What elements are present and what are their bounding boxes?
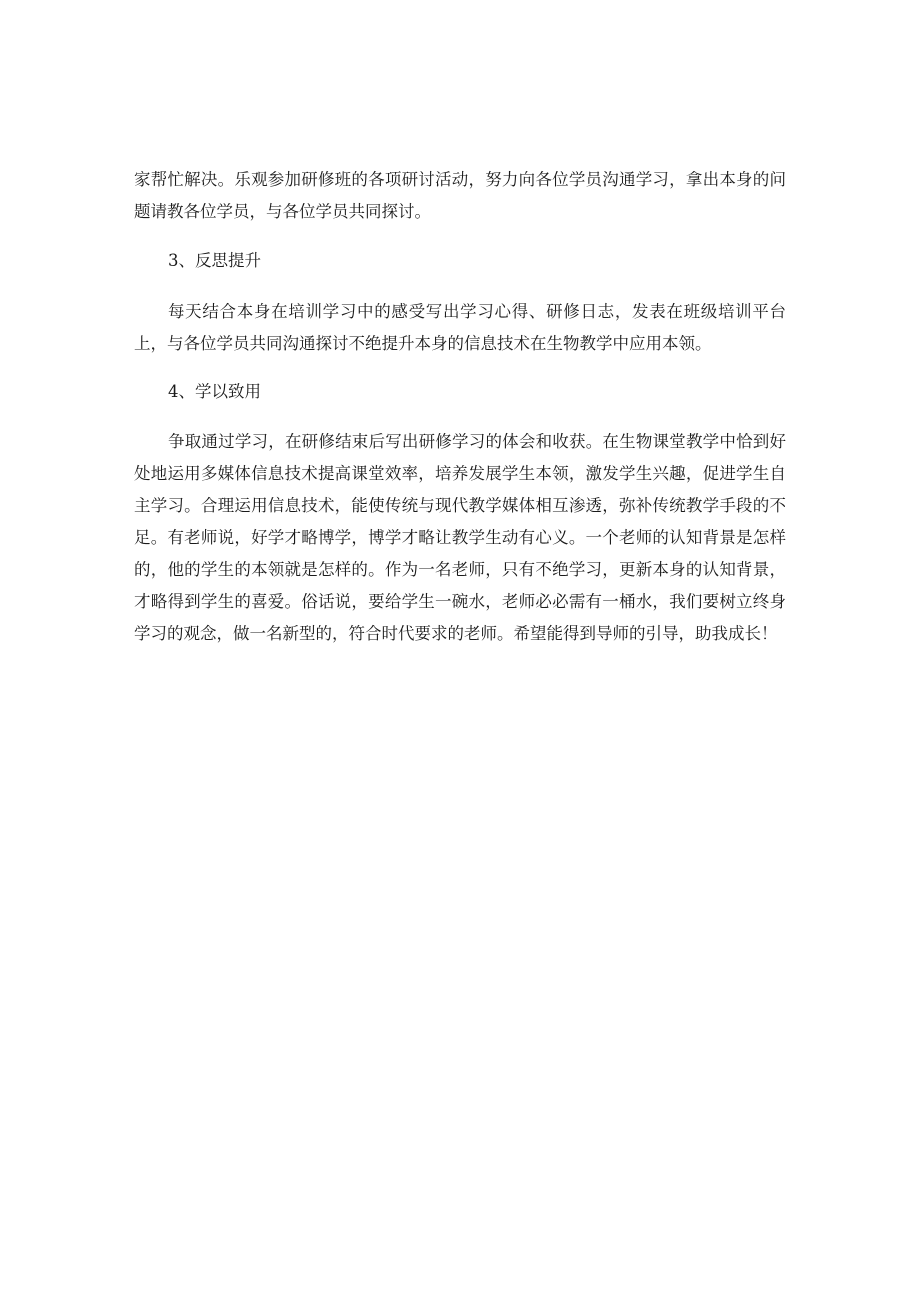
section-4-body-block — [134, 426, 786, 650]
section-heading-application: 4、学以致用 — [168, 382, 261, 401]
continuation-paragraph: 家帮忙解决。乐观参加研修班的各项研讨活动，努力向各位学员沟通学习，拿出本身的问题请教各位学员，与各位学员共同探讨。 — [134, 170, 786, 221]
section-body-application: 争取通过学习，在研修结束后写出研修学习的体会和收获。在生物课堂教学中恰到好处地运用多媒体信息技术提高课堂效率，培养发展学生本领，激发学生兴趣，促进学生自主学习。合理运用信息技术，能使传统与现代教学媒体相互渗透，弥补传统教学手段的不足。有老师说，好学才略博学，博学才略让教学生动有心义。一个老师的认知背景是怎样的，他的学生的本领就是怎样的。作为一名老师，只有不绝学习，更新本身的认知背景，才略得到学生的喜爱。俗话说，要给学生一碗水，老师必必需有一桶水，我们要树立终身学习的观念，做一名新型的，符合时代要求的老师。希望能得到导师的引导，助我成长！ — [134, 432, 786, 643]
section-heading-reflection: 3、反思提升 — [168, 251, 261, 270]
section-4-heading-block — [134, 376, 786, 408]
section-3-body-block — [134, 296, 786, 360]
continuation-paragraph-block — [134, 164, 786, 228]
section-3-heading-block — [134, 245, 786, 277]
section-body-reflection: 每天结合本身在培训学习中的感受写出学习心得、研修日志，发表在班级培训平台上，与各位学员共同沟通探讨不绝提升本身的信息技术在生物教学中应用本领。 — [134, 302, 786, 353]
